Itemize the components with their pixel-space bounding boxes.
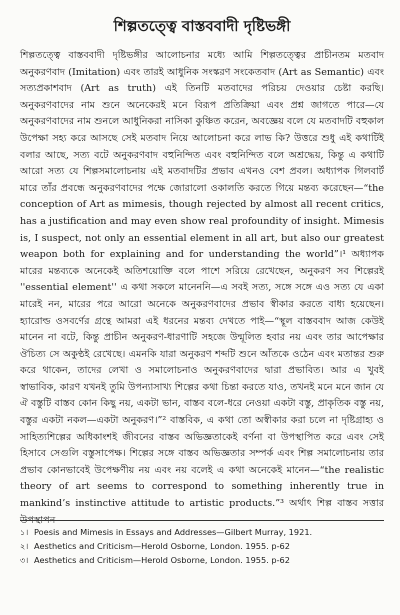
footnote [20, 525, 384, 539]
body-text [20, 48, 384, 529]
footnote-number: ১। [20, 527, 29, 537]
footnote-number: ২। [20, 541, 29, 552]
footnote-text: Aesthetics and Criticism—Herold Osborne, London. 1955. p-62 [34, 555, 290, 566]
footnote-text: Poesis and Mimesis in Essays and Addresses—Gilbert Murray, 1921. [34, 527, 313, 537]
footnotes [20, 520, 384, 568]
footnote-number: ৩। [20, 555, 29, 566]
footnote [20, 539, 384, 553]
page-title: শিল্পতত্ত্বে বাস্তববাদী দৃষ্টিভঙ্গী [113, 17, 291, 35]
paragraph: শিল্পতত্ত্বে বাস্তববাদী দৃষ্টিভঙ্গীর আলোচনার মধ্যে আমি শিল্পতত্ত্বের প্রাচীনতম মতবাদ অনুকরণবাদ (Imitation) এবং তারই আধুনিক সংস্করণ সংকেতবাদ (Art as Semantic) এবং সত্যপ্রকাশবাদ (Art as truth) এই তিনটি মতবাদের পরিচয় দেওয়ার চেষ্টা করছি। অনুকরণবাদের নাম শুনে অনেকেরই মনে বিরূপ প্রতিক্রিয়া এবং প্রশ্ন জাগতে পারে—যে অনুকরণবাদের নাম শুনলে আধুনিকরা নাসিকা কুঞ্চিত করেন, অবজ্ঞেয় বলে যে মতবাদটি বহুকাল উপেক্ষা সহ্য করে আসছে সেই মতবাদ নিয়ে আলোচনা করে লাভ কি? উত্তরে শুধু এই কথাটিই বলার আছে, সত্য বটে অনুকরণবাদ বহুনিন্দিত এবং বহুনিন্দিত বলে অশ্রদ্ধেয়, কিন্তু এ কথাটি আরো সত্য যে শিল্পসমালোচনায় এই মতবাদটির প্রভাব এখনও বেশ প্রবল। অধ্যাপক গিলবার্ট মারে তাঁর প্রবন্ধে অনুকরণবাদের পক্ষে জোরালো ওকালতি করতে গিয়ে মন্তব্য করেছেন—“the conception of Art as mimesis, though rejected by almost all recent critics, has a justification and may even show real profoundity of insight. Mimesis is, I suspect, not only an essential element in all art, but also our greatest weapon both for explaining and for understanding the world”।¹ অধ্যাপক মারের মন্তব্যকে অনেকেই অতিশয়োক্তি বলে পাশে সরিয়ে রেখেছেন, অনুকরণ সব শিল্পেরই ''essential element'' এ কথা সকলে মানেননি—এ সবই সত্য, সঙ্গে সঙ্গে এও সত্য যে একা মারেই নন, মারের পরে আরো অনেকে অনুকরণবাদের প্রভাব স্বীকার করতে বাধ্য হয়েছেন। হ্যারোল্ড ওসবর্ণের গ্রন্থে আমরা এই ধরনের মন্তব্য দেখতে পাই—“স্থূল বাস্তববাদ আজ কেউই মানেন না বটে, কিন্তু প্রাচীন অনুকরণ-ধারণাটি সহজে উন্মূলিত হবার নয় এবং তার আপেক্ষার ঔচিত্য সে অকুণ্ঠই রেখেছে। এমনকি যারা অনুকরণ শব্দটি শুনে আঁতকে ওঠেন এবং মতান্তর শুরু করে থাকেন, তাদের লেখা ও সমালোচনাও অনুকরণবাদের দ্বারা প্রভাবিত। আর এ খুবই স্বাভাবিক, কারণ যখনই তুমি উপন্যাসাখ্য শিল্পের কথা চিন্তা করতে যাও, তখনই মনে মনে জান যে ঐ বস্তুটি বাস্তব কোন কিছু নয়, একটা ভান, বাস্তব বলে-ধরে নেওয়া একটা বস্তু, প্রাকৃতিক বস্তু নয়, বস্তুর একটা নকল—একটা অনুকরণ।”² বাস্তবিক, এ কথা তো অস্বীকার করা চলে না দৃষ্টিগ্রাহ্য ও সাহিত্যশিল্পের অধিকাংশই জীবনের বাস্তব অভিজ্ঞতাকেই বর্ণনা বা উপস্থাপিত করে এবং সেই হিসাবে সেগুলি বস্তুসাপেক্ষ। শিল্পের সঙ্গে বাস্তব অভিজ্ঞতার সম্পর্ক এবং শিল্প সমালোচনায় তার প্রভাব কোনভাবেই উপেক্ষণীয় নয় এবং নয় বলেই এ কথা অনেকেই মানেন—“the realistic theory of art seems to correspond to something inherently true in mankind’s instinctive attitude to artistic products.”³ অর্থাৎ শিল্প বাস্তব সত্তার উপস্থাপন [20, 50, 384, 526]
footnote [20, 553, 384, 567]
footnote-text: Aesthetics and Criticism—Herold Osborne, London. 1955. p-62 [34, 541, 290, 552]
